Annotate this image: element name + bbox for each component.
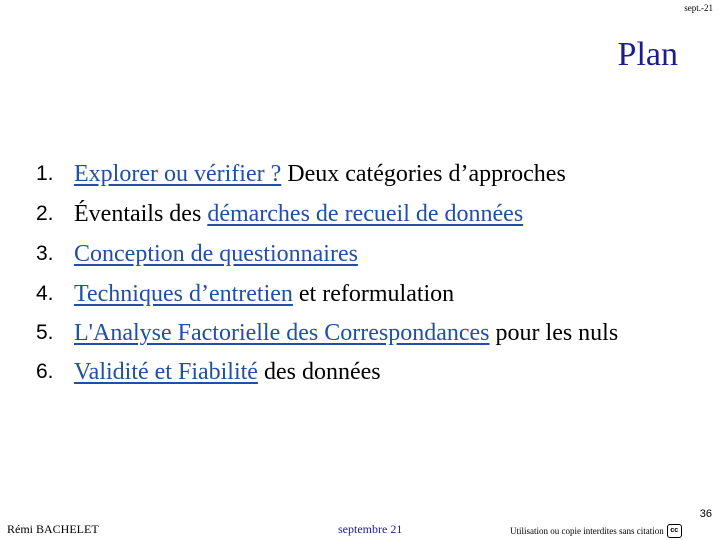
item-text — [74, 359, 381, 385]
item-number: 5. — [36, 321, 54, 344]
item-number: 2. — [36, 202, 54, 225]
item-link-validite[interactable]: Validité et Fiabilité — [74, 359, 258, 385]
item-text — [74, 161, 566, 187]
item-link-techniques[interactable]: Techniques d’entretien — [74, 281, 293, 307]
footer-date: septembre 21 — [338, 522, 403, 536]
footer-license — [510, 524, 682, 538]
plan-item-3 — [36, 234, 676, 274]
plan-item-4 — [36, 274, 676, 314]
item-link-demarches[interactable]: démarches de recueil de données — [207, 201, 524, 227]
item-rest: des données — [257, 359, 381, 385]
plan-item-2 — [36, 194, 676, 234]
plan-item-6 — [36, 352, 676, 392]
page-number: 36 — [699, 508, 712, 520]
header-date: sept.-21 — [684, 3, 713, 13]
item-link-afc[interactable]: L'Analyse Factorielle des Correspondances — [74, 320, 490, 346]
slide-title: Plan — [617, 36, 678, 73]
plan-item-1 — [36, 154, 676, 194]
plan-item-5 — [36, 314, 676, 352]
item-link-explorer[interactable]: Explorer ou vérifier ? — [74, 161, 282, 187]
item-rest: et reformulation — [292, 281, 455, 307]
item-link-conception[interactable]: Conception de questionnaires — [74, 241, 358, 267]
item-number: 1. — [36, 162, 54, 185]
footer-author: Rémi BACHELET — [7, 522, 99, 536]
item-prefix: Éventails des — [74, 201, 208, 227]
creative-commons-icon: cc — [667, 524, 682, 538]
license-text: Utilisation ou copie interdites sans citation — [510, 526, 664, 536]
item-number: 4. — [36, 282, 54, 305]
item-number: 6. — [36, 360, 54, 383]
item-rest: Deux catégories d’approches — [281, 161, 566, 187]
plan-list — [36, 154, 676, 392]
item-text — [74, 241, 358, 267]
item-number: 3. — [36, 242, 54, 265]
item-text — [74, 201, 523, 227]
item-text — [74, 281, 454, 307]
item-rest: pour les nuls — [489, 320, 619, 346]
item-text — [74, 314, 664, 352]
